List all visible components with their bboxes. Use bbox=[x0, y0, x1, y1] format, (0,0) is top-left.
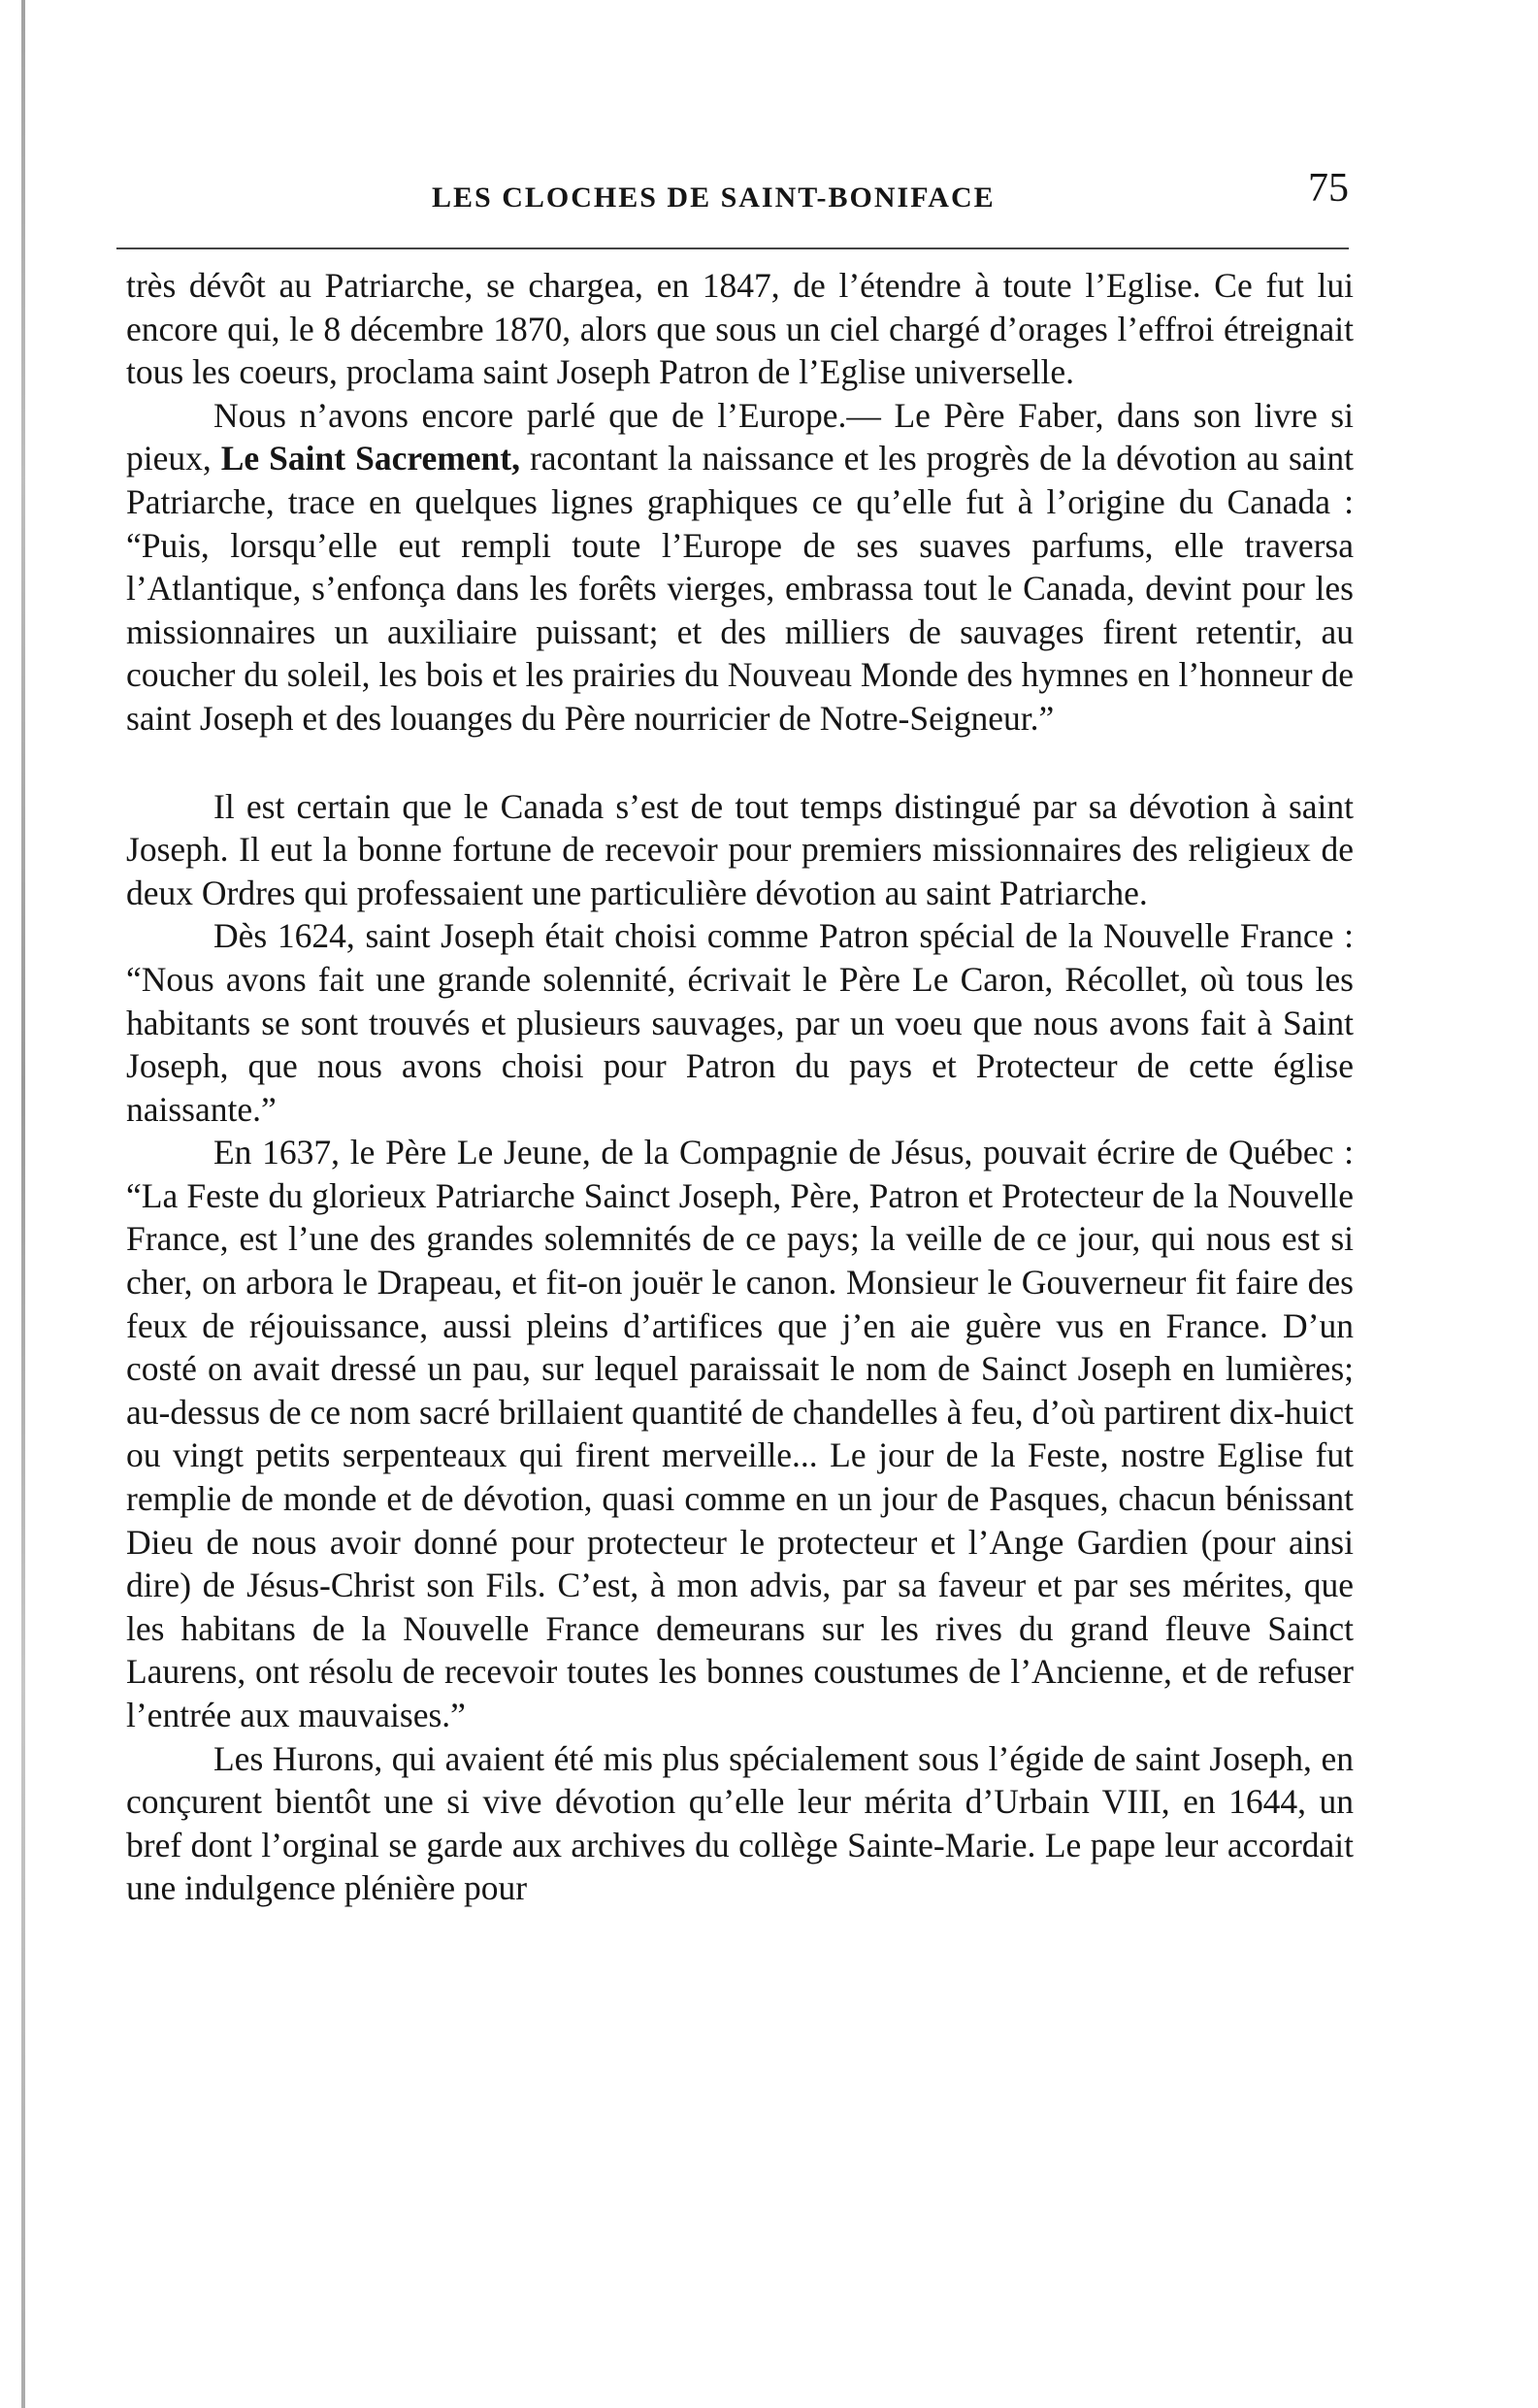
paragraph bbox=[126, 394, 1354, 741]
paragraph-text: racontant la naissance et les progrès de la dévotion au saint Patriarche, trace en quelques lignes graphiques ce qu’elle fut à l’origine du Canada : “Puis, lorsqu’elle eut rempli toute l’Europe de ses suaves parfums, elle traversa l’Atlantique, s’enfonça dans les forêts vierges, embrassa tout le Canada, devint pour les missionnaires un auxiliaire puissant; et des milliers de sauvages firent retentir, au coucher du soleil, les bois et les prairies du Nouveau Monde des hymnes en l’honneur de saint Joseph et des louanges du Père nourricier de Notre-Seigneur.” bbox=[126, 439, 1355, 738]
book-title: Le Saint Sacrement, bbox=[220, 439, 520, 478]
paragraph-text: Nous n’avons encore parlé que de l’Europe.— Le Père Faber, dans son livre si pieux, bbox=[126, 395, 1354, 478]
paragraph: Dès 1624, saint Joseph était choisi comme Patron spécial de la Nouvelle France : “Nous avons fait une grande solennité, écrivait le Père Le Caron, Récollet, où tous les habitants se sont trouvés et plusieurs sauvages, par un voeu que nous avons fait à Saint Joseph, que nous avons choisi pour Patron du pays et Protecteur de cette église naissante.” bbox=[126, 916, 1354, 1129]
paragraph: très dévôt au Patriarche, se chargea, en 1847, de l’étendre à toute l’Eglise. Ce fut lui encore qui, le 8 décembre 1870, alors que sous un ciel chargé d’orages l’effroi étreignait tous les coeurs, proclama saint Joseph Patron de l’Eglise universelle. bbox=[126, 266, 1354, 392]
paragraph: En 1637, le Père Le Jeune, de la Compagnie de Jésus, pouvait écrire de Québec : “La Feste du glorieux Patriarche Sainct Joseph, Père, Patron et Protecteur de la Nouvelle France, est l’une des grandes solemnités de ce pays; la veille de ce jour, qui nous est si cher, on arbora le Drapeau, et fit-on jouër le canon. Monsieur le Gouverneur fit faire des feux de réjouissance, aussi pleins d’artifices que j’en aie guère vus en France. D’un costé on avait dressé un pau, sur lequel paraissait le nom de Sainct Joseph en lumières; au-dessus de ce nom sacré brillaient quantité de chandelles à feu, d’où partirent dix-huict ou vingt petits serpenteaux qui firent merveille... Le jour de la Feste, nostre Eglise fut remplie de monde et de dévotion, quasi comme en un jour de Pasques, chacun bénissant Dieu de nous avoir donné pour protecteur le protecteur et l’Ange Gardien (pour ainsi dire) de Jésus-Christ son Fils. C’est, à mon advis, par sa faveur et par ses mérites, que les habitans de la Nouvelle France demeurans sur les rives du grand fleuve Sainct Laurens, ont résolu de recevoir toutes les bonnes coustumes de l’Ancienne, et de refuser l’entrée aux mauvaises.” bbox=[126, 1133, 1354, 1734]
body-text bbox=[126, 264, 1354, 1910]
paragraph: Il est certain que le Canada s’est de tout temps distingué par sa dévotion à saint Joseph. Il eut la bonne fortune de recevoir pour premiers missionnaires des religieux de deux Ordres qui professaient une particulière dévotion au saint Patriarche. bbox=[126, 786, 1354, 912]
scan-binding-edge bbox=[21, 0, 25, 2408]
header-rule bbox=[116, 247, 1349, 249]
running-head bbox=[136, 165, 1349, 233]
paragraph: Les Hurons, qui avaient été mis plus spécialement sous l’égide de saint Joseph, en conçurent bientôt une si vive dévotion qu’elle leur mérita d’Urbain VIII, en 1644, un bref dont l’orginal se garde aux archives du collège Sainte-Marie. Le pape leur accordait une indulgence plénière pour bbox=[126, 1738, 1354, 1908]
page-number: 75 bbox=[1308, 166, 1349, 211]
running-title: LES CLOCHES DE SAINT-BONIFACE bbox=[432, 181, 996, 214]
